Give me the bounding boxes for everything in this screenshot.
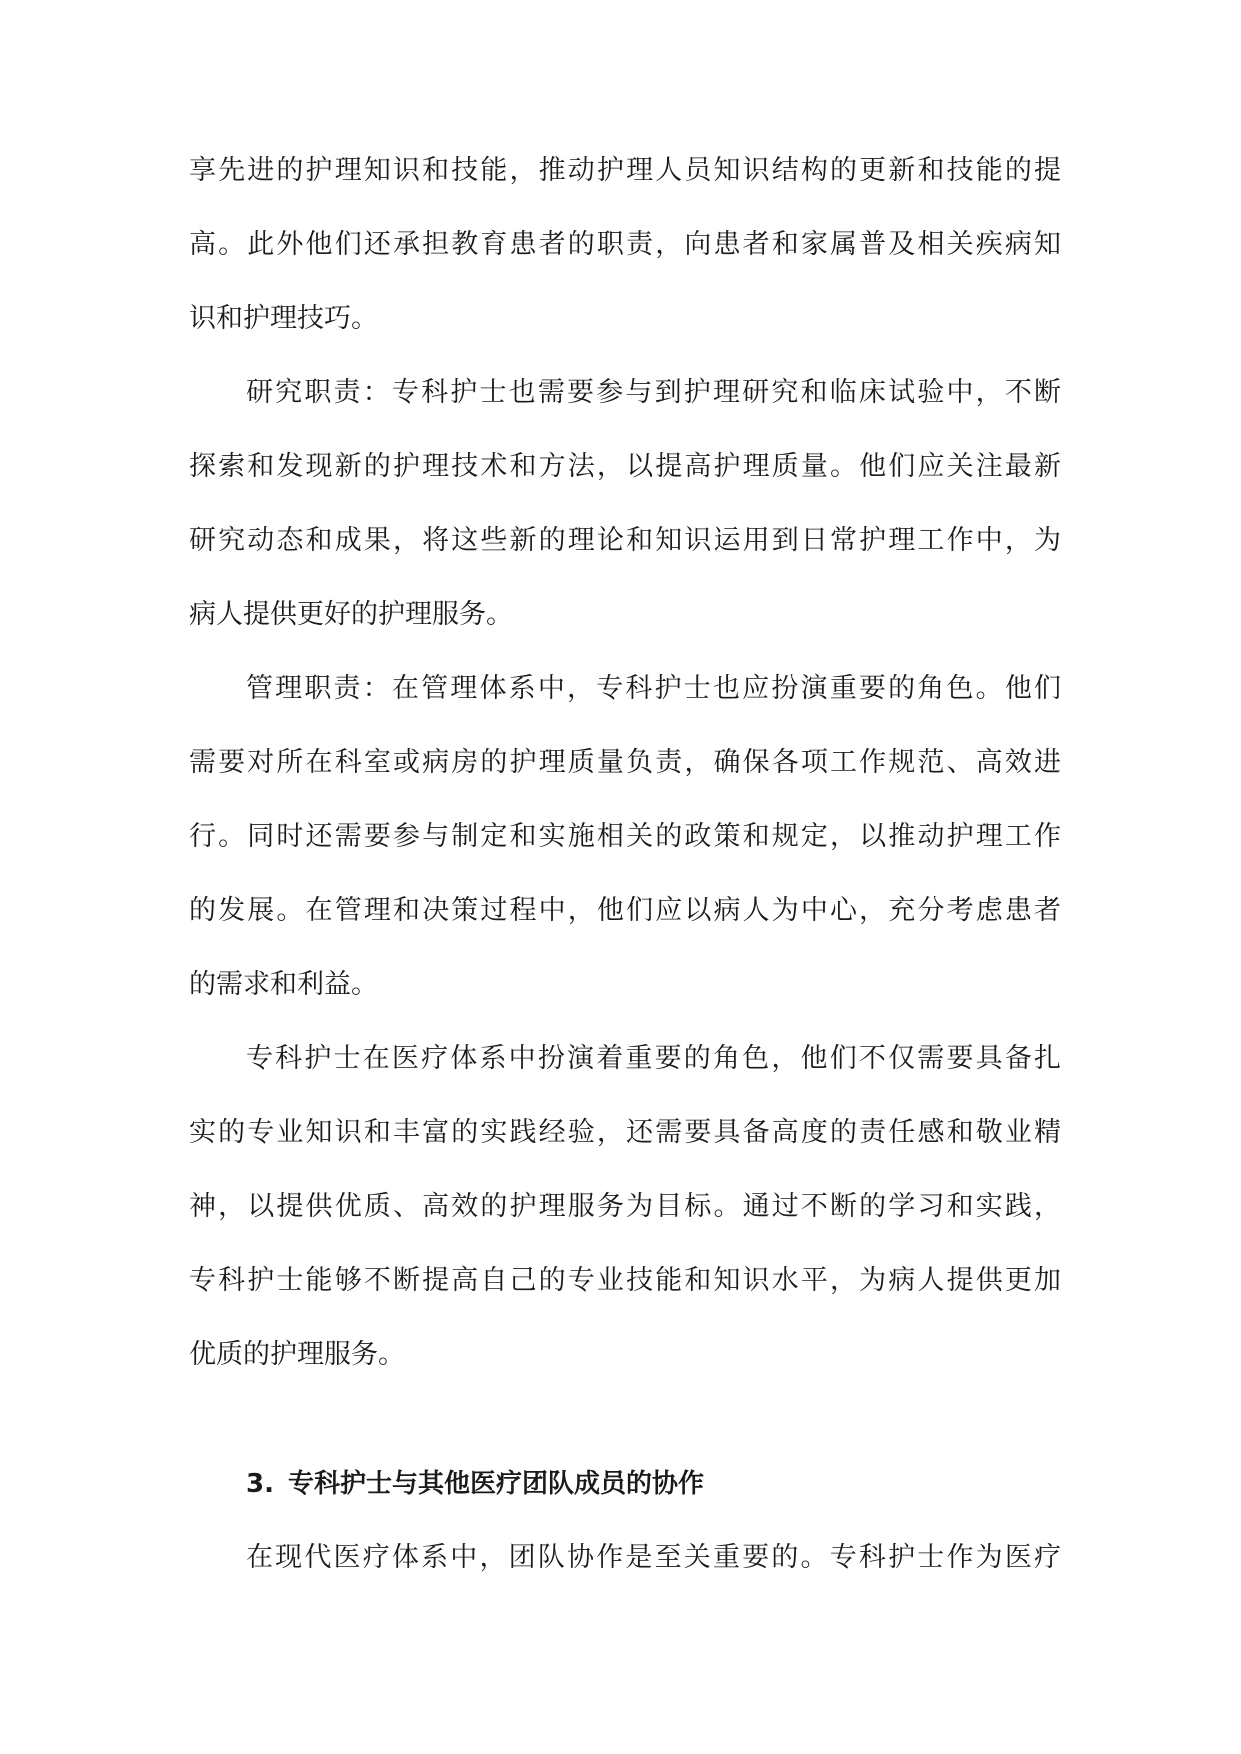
paragraph-3-line-4: 的发展。在管理和决策过程中，他们应以病人为中心，充分考虑患者 [189,895,1061,926]
paragraph-4-line-5: 优质的护理服务。 [189,1339,405,1370]
paragraph-1-line-2: 高。此外他们还承担教育患者的职责，向患者和家属普及相关疾病知 [189,229,1061,260]
paragraph-3-line-3: 行。同时还需要参与制定和实施相关的政策和规定，以推动护理工作 [189,821,1061,852]
paragraph-4-line-1: 专科护士在医疗体系中扮演着重要的角色，他们不仅需要具备扎 [246,1043,1061,1074]
paragraph-1-line-1: 享先进的护理知识和技能，推动护理人员知识结构的更新和技能的提 [189,155,1061,186]
paragraph-4-line-3: 神，以提供优质、高效的护理服务为目标。通过不断的学习和实践， [189,1191,1061,1222]
paragraph-1-line-3: 识和护理技巧。 [189,303,378,334]
paragraph-5-line-1: 在现代医疗体系中，团队协作是至关重要的。专科护士作为医疗 [246,1542,1061,1573]
paragraph-2-line-3: 研究动态和成果，将这些新的理论和知识运用到日常护理工作中，为 [189,525,1061,556]
section-title: 专科护士与其他医疗团队成员的协作 [288,1469,705,1499]
paragraph-2-line-4: 病人提供更好的护理服务。 [189,599,513,630]
section-heading [246,1464,704,1504]
section-number: 3. [246,1469,274,1499]
paragraph-2-line-1: 研究职责：专科护士也需要参与到护理研究和临床试验中，不断 [246,377,1061,408]
paragraph-4-line-2: 实的专业知识和丰富的实践经验，还需要具备高度的责任感和敬业精 [189,1117,1061,1148]
paragraph-3-line-2: 需要对所在科室或病房的护理质量负责，确保各项工作规范、高效进 [189,747,1061,778]
paragraph-3-line-1: 管理职责：在管理体系中，专科护士也应扮演重要的角色。他们 [246,673,1061,704]
paragraph-2-line-2: 探索和发现新的护理技术和方法，以提高护理质量。他们应关注最新 [189,451,1061,482]
paragraph-3-line-5: 的需求和利益。 [189,969,378,1000]
paragraph-4-line-4: 专科护士能够不断提高自己的专业技能和知识水平，为病人提供更加 [189,1265,1061,1296]
